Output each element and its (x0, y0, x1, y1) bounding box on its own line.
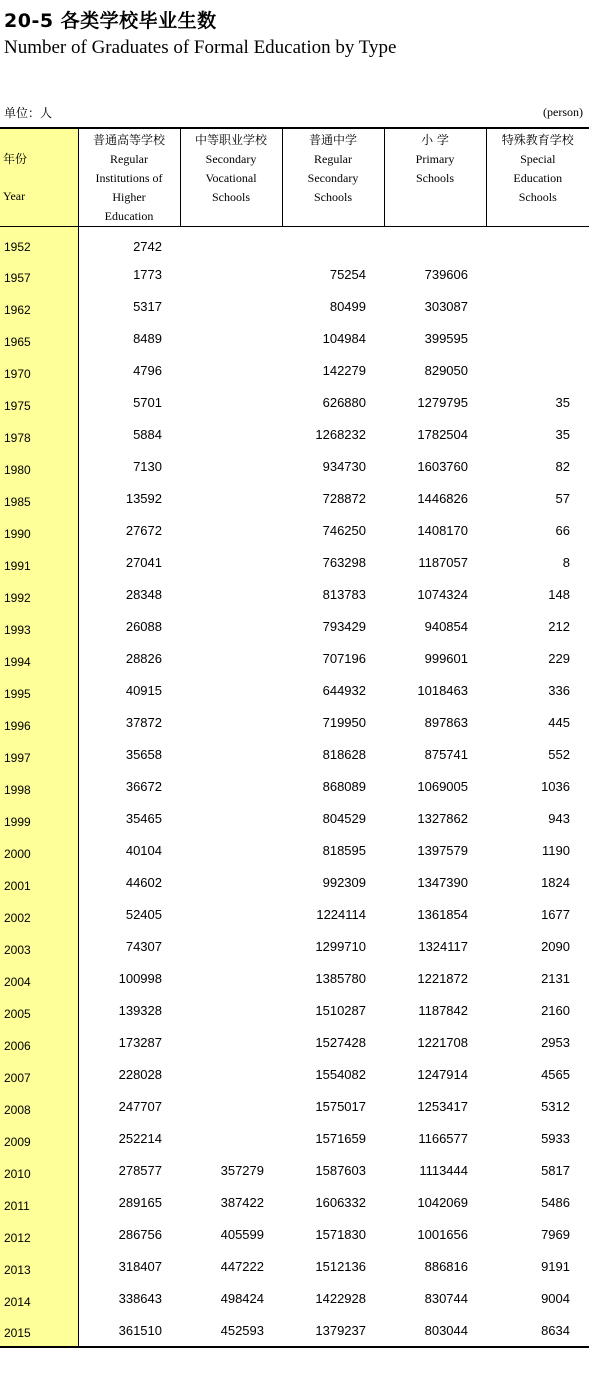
year-cell: 1999 (0, 803, 78, 835)
value-cell: 1221708 (417, 1035, 468, 1050)
value-cell: 27041 (125, 555, 162, 570)
table-row (0, 1187, 589, 1219)
value-cell: 37872 (125, 715, 162, 730)
value-cell: 1001656 (417, 1227, 468, 1242)
value-cell: 1036 (541, 779, 570, 794)
value-cell: 1385780 (315, 971, 366, 986)
value-cell: 1224114 (316, 907, 366, 922)
value-cell: 1042069 (417, 1195, 468, 1210)
table-row (0, 707, 589, 739)
value-cell: 336 (548, 683, 570, 698)
value-cell: 447222 (220, 1259, 264, 1274)
value-cell: 934730 (322, 459, 366, 474)
value-cell (180, 963, 282, 995)
year-cell: 2005 (0, 995, 78, 1027)
value-cell: 74307 (125, 939, 162, 954)
table-row (0, 771, 589, 803)
table-row (0, 835, 589, 867)
value-cell: 1361854 (417, 907, 468, 922)
value-cell: 8 (562, 555, 570, 570)
value-cell: 148 (548, 587, 570, 602)
table-row (0, 1123, 589, 1155)
value-cell: 5701 (133, 395, 162, 410)
table-row (0, 1027, 589, 1059)
value-cell: 992309 (322, 875, 366, 890)
year-cell: 1994 (0, 643, 78, 675)
value-cell: 943 (548, 811, 570, 826)
value-cell: 1571659 (315, 1131, 366, 1146)
value-cell: 2160 (541, 1003, 570, 1018)
value-cell: 1587603 (315, 1163, 366, 1178)
value-cell: 1782504 (417, 427, 468, 442)
value-cell (180, 227, 282, 259)
value-cell: 52405 (125, 907, 162, 922)
value-cell: 173287 (118, 1035, 162, 1050)
value-cell (282, 227, 384, 259)
year-cell: 1998 (0, 771, 78, 803)
value-cell: 498424 (220, 1291, 264, 1306)
unit-label-english: (person) (543, 105, 583, 119)
value-cell: 35658 (125, 747, 162, 762)
table-row (0, 1251, 589, 1283)
table-row (0, 227, 589, 259)
year-cell: 1992 (0, 579, 78, 611)
column-header-chinese: 中等职业学校 (194, 133, 267, 147)
table-row (0, 803, 589, 835)
value-cell: 35 (555, 427, 570, 442)
value-cell: 552 (548, 747, 570, 762)
value-cell: 1279795 (417, 395, 468, 410)
column-header-english-line: Schools (313, 190, 352, 204)
value-cell: 2090 (541, 939, 570, 954)
value-cell: 4565 (541, 1067, 570, 1082)
value-cell: 1510287 (315, 1003, 366, 1018)
value-cell (180, 1059, 282, 1091)
table-body (0, 227, 589, 1347)
year-cell: 2006 (0, 1027, 78, 1059)
value-cell: 28348 (125, 587, 162, 602)
value-cell (180, 611, 282, 643)
value-cell: 139328 (118, 1003, 162, 1018)
table-row (0, 899, 589, 931)
year-cell: 1990 (0, 515, 78, 547)
value-cell: 739606 (424, 267, 468, 282)
column-header-english-line: Regular (314, 152, 352, 166)
value-cell: 1379237 (282, 1315, 384, 1347)
value-cell: 999601 (424, 651, 468, 666)
value-cell: 40104 (125, 843, 162, 858)
value-cell: 26088 (125, 619, 162, 634)
value-cell (180, 323, 282, 355)
table-row (0, 419, 589, 451)
value-cell: 2742 (133, 239, 162, 255)
value-cell: 1327862 (417, 811, 468, 826)
column-header-english-line: Secondary (307, 171, 359, 185)
value-cell: 28826 (125, 651, 162, 666)
table-row (0, 1283, 589, 1315)
column-header-english-line: Special (520, 152, 556, 166)
value-cell (180, 483, 282, 515)
column-header-english-line: Regular (110, 152, 148, 166)
table-row (0, 291, 589, 323)
value-cell: 8489 (133, 331, 162, 346)
value-cell: 8634 (486, 1315, 589, 1347)
column-header-chinese: 特殊教育学校 (501, 133, 574, 147)
column-header-english-line: Higher (112, 190, 146, 204)
value-cell: 27672 (125, 523, 162, 538)
year-cell: 2002 (0, 899, 78, 931)
table-row (0, 643, 589, 675)
value-cell: 247707 (118, 1099, 162, 1114)
value-cell: 35 (555, 395, 570, 410)
value-cell: 1773 (133, 267, 162, 282)
value-cell: 728872 (322, 491, 366, 506)
value-cell: 1824 (541, 875, 570, 890)
value-cell: 44602 (125, 875, 162, 890)
value-cell (180, 739, 282, 771)
table-row (0, 867, 589, 899)
value-cell: 361510 (78, 1315, 180, 1347)
value-cell (180, 1027, 282, 1059)
header-row (0, 128, 589, 227)
value-cell: 1018463 (417, 683, 468, 698)
value-cell (180, 547, 282, 579)
unit-label-chinese: 单位：人 (4, 106, 53, 120)
value-cell: 1187057 (418, 555, 468, 570)
value-cell: 1166577 (418, 1131, 468, 1146)
table-row (0, 387, 589, 419)
table-row (0, 579, 589, 611)
value-cell: 1677 (541, 907, 570, 922)
value-cell: 818628 (322, 747, 366, 762)
value-cell: 1527428 (315, 1035, 366, 1050)
value-cell: 286756 (118, 1227, 162, 1242)
column-header-chinese: 普通高等学校 (92, 133, 165, 147)
column-header-english-line: Education (513, 171, 563, 185)
year-cell: 2008 (0, 1091, 78, 1123)
year-cell: 1978 (0, 419, 78, 451)
column-header-chinese: 小 学 (421, 133, 449, 147)
value-cell (180, 707, 282, 739)
value-cell: 2131 (541, 971, 570, 986)
value-cell: 66 (555, 523, 570, 538)
value-cell: 9191 (541, 1259, 570, 1274)
value-cell: 229 (548, 651, 570, 666)
value-cell: 1603760 (417, 459, 468, 474)
value-cell (384, 227, 486, 259)
table-title-english: Number of Graduates of Formal Education by Type (4, 37, 397, 58)
value-cell (180, 259, 282, 291)
year-cell: 2010 (0, 1155, 78, 1187)
year-cell: 2011 (0, 1187, 78, 1219)
column-header-english-line: Institutions of (95, 171, 163, 185)
value-cell: 886816 (424, 1259, 468, 1274)
value-cell (180, 291, 282, 323)
column-header-special-education (486, 128, 589, 227)
value-cell: 626880 (322, 395, 366, 410)
year-header-english: Year (3, 189, 26, 203)
value-cell: 57 (555, 491, 570, 506)
value-cell: 5817 (541, 1163, 570, 1178)
value-cell: 75254 (329, 267, 366, 282)
table-row (0, 1155, 589, 1187)
graduates-table (0, 127, 589, 1348)
year-cell: 2013 (0, 1251, 78, 1283)
value-cell (180, 867, 282, 899)
year-cell: 2009 (0, 1123, 78, 1155)
value-cell: 1268232 (315, 427, 366, 442)
year-cell: 1985 (0, 483, 78, 515)
year-cell: 1997 (0, 739, 78, 771)
value-cell: 104984 (322, 331, 366, 346)
value-cell: 746250 (322, 523, 366, 538)
table-row (0, 739, 589, 771)
value-cell (180, 451, 282, 483)
year-cell: 2014 (0, 1283, 78, 1315)
value-cell: 2953 (541, 1035, 570, 1050)
value-cell: 357279 (220, 1163, 264, 1178)
value-cell: 318407 (118, 1259, 162, 1274)
year-cell: 1970 (0, 355, 78, 387)
value-cell: 7969 (541, 1227, 570, 1242)
table-row (0, 259, 589, 291)
value-cell: 1575017 (315, 1099, 366, 1114)
column-header-english-line: Schools (211, 190, 250, 204)
year-cell: 1993 (0, 611, 78, 643)
year-cell: 1962 (0, 291, 78, 323)
year-cell: 2003 (0, 931, 78, 963)
column-header-higher-education (78, 128, 180, 227)
value-cell: 13592 (125, 491, 162, 506)
value-cell: 338643 (118, 1291, 162, 1306)
table-row (0, 931, 589, 963)
value-cell (180, 355, 282, 387)
value-cell (486, 227, 589, 259)
value-cell: 1571830 (315, 1227, 366, 1242)
value-cell (180, 931, 282, 963)
column-header-english-line: Education (104, 209, 154, 223)
year-cell: 1995 (0, 675, 78, 707)
column-header-vocational-schools (180, 128, 282, 227)
year-cell: 2015 (0, 1315, 78, 1347)
column-header-chinese: 普通中学 (308, 133, 357, 147)
year-cell: 1980 (0, 451, 78, 483)
value-cell: 1324117 (418, 939, 468, 954)
value-cell: 1422928 (315, 1291, 366, 1306)
year-cell: 2012 (0, 1219, 78, 1251)
value-cell: 82 (555, 459, 570, 474)
year-cell: 1957 (0, 259, 78, 291)
value-cell: 9004 (541, 1291, 570, 1306)
value-cell: 445 (548, 715, 570, 730)
column-header-english-line: Secondary (205, 152, 257, 166)
value-cell: 5486 (541, 1195, 570, 1210)
value-cell: 793429 (322, 619, 366, 634)
value-cell (180, 835, 282, 867)
value-cell: 387422 (220, 1195, 264, 1210)
value-cell (180, 771, 282, 803)
table-row (0, 1315, 589, 1347)
value-cell (180, 515, 282, 547)
value-cell: 452593 (180, 1315, 282, 1347)
table-row (0, 355, 589, 387)
value-cell: 719950 (322, 715, 366, 730)
year-cell: 2000 (0, 835, 78, 867)
value-cell: 212 (548, 619, 570, 634)
table-row (0, 547, 589, 579)
value-cell: 707196 (322, 651, 366, 666)
column-header-english-line: Primary (415, 152, 455, 166)
year-cell: 1991 (0, 547, 78, 579)
value-cell: 813783 (322, 587, 366, 602)
value-cell: 100998 (118, 971, 162, 986)
table-row (0, 995, 589, 1027)
column-header-primary-schools (384, 128, 486, 227)
value-cell: 252214 (118, 1131, 162, 1146)
value-cell: 644932 (322, 683, 366, 698)
value-cell: 1512136 (315, 1259, 366, 1274)
table-row (0, 1059, 589, 1091)
value-cell: 940854 (424, 619, 468, 634)
value-cell (180, 995, 282, 1027)
year-column-header (0, 128, 78, 227)
value-cell: 80499 (329, 299, 366, 314)
value-cell (486, 291, 589, 323)
value-cell: 1190 (542, 843, 570, 858)
value-cell: 1554082 (315, 1067, 366, 1082)
value-cell: 818595 (322, 843, 366, 858)
value-cell: 804529 (322, 811, 366, 826)
column-header-regular-secondary (282, 128, 384, 227)
value-cell: 830744 (424, 1291, 468, 1306)
value-cell: 228028 (118, 1067, 162, 1082)
value-cell: 875741 (424, 747, 468, 762)
value-cell: 278577 (118, 1163, 162, 1178)
value-cell: 5884 (133, 427, 162, 442)
value-cell: 142279 (322, 363, 366, 378)
value-cell (180, 803, 282, 835)
value-cell: 36672 (125, 779, 162, 794)
value-cell: 1113444 (419, 1163, 468, 1178)
year-header-chinese: 年份 (3, 152, 28, 166)
year-cell: 2001 (0, 867, 78, 899)
year-cell: 1975 (0, 387, 78, 419)
table-row (0, 1091, 589, 1123)
value-cell: 1606332 (315, 1195, 366, 1210)
year-cell: 1965 (0, 323, 78, 355)
value-cell (180, 387, 282, 419)
value-cell: 1187842 (418, 1003, 468, 1018)
value-cell: 763298 (322, 555, 366, 570)
value-cell: 1221872 (417, 971, 468, 986)
value-cell (180, 1091, 282, 1123)
value-cell: 829050 (424, 363, 468, 378)
value-cell (180, 419, 282, 451)
value-cell: 40915 (125, 683, 162, 698)
value-cell: 1397579 (417, 843, 468, 858)
value-cell: 1253417 (417, 1099, 468, 1114)
table-row (0, 515, 589, 547)
table-title-chinese: 20-5 各类学校毕业生数 (4, 10, 217, 32)
table-row (0, 451, 589, 483)
value-cell: 5317 (133, 299, 162, 314)
year-cell: 1952 (0, 227, 78, 259)
value-cell: 1247914 (417, 1067, 468, 1082)
value-cell (180, 1123, 282, 1155)
value-cell: 7130 (133, 459, 162, 474)
value-cell: 1446826 (417, 491, 468, 506)
column-header-english-line: Schools (415, 171, 454, 185)
table-row (0, 611, 589, 643)
table-row (0, 1219, 589, 1251)
value-cell: 4796 (133, 363, 162, 378)
value-cell (180, 579, 282, 611)
value-cell (180, 899, 282, 931)
value-cell: 1347390 (417, 875, 468, 890)
table-row (0, 963, 589, 995)
value-cell: 803044 (384, 1315, 486, 1347)
value-cell: 399595 (424, 331, 468, 346)
value-cell: 5312 (541, 1099, 570, 1114)
value-cell (486, 323, 589, 355)
value-cell: 1074324 (417, 587, 468, 602)
table-row (0, 675, 589, 707)
value-cell: 1069005 (417, 779, 468, 794)
value-cell: 897863 (424, 715, 468, 730)
value-cell: 1299710 (315, 939, 366, 954)
value-cell (180, 675, 282, 707)
year-cell: 2004 (0, 963, 78, 995)
value-cell: 868089 (322, 779, 366, 794)
value-cell: 405599 (220, 1227, 264, 1242)
value-cell: 1408170 (417, 523, 468, 538)
value-cell: 289165 (118, 1195, 162, 1210)
table-row (0, 323, 589, 355)
value-cell (486, 355, 589, 387)
column-header-english-line: Schools (518, 190, 557, 204)
value-cell (180, 643, 282, 675)
year-cell: 1996 (0, 707, 78, 739)
value-cell: 5933 (541, 1131, 570, 1146)
column-header-english-line: Vocational (205, 171, 257, 185)
year-cell: 2007 (0, 1059, 78, 1091)
value-cell (486, 259, 589, 291)
value-cell: 35465 (125, 811, 162, 826)
value-cell: 303087 (424, 299, 468, 314)
table-row (0, 483, 589, 515)
